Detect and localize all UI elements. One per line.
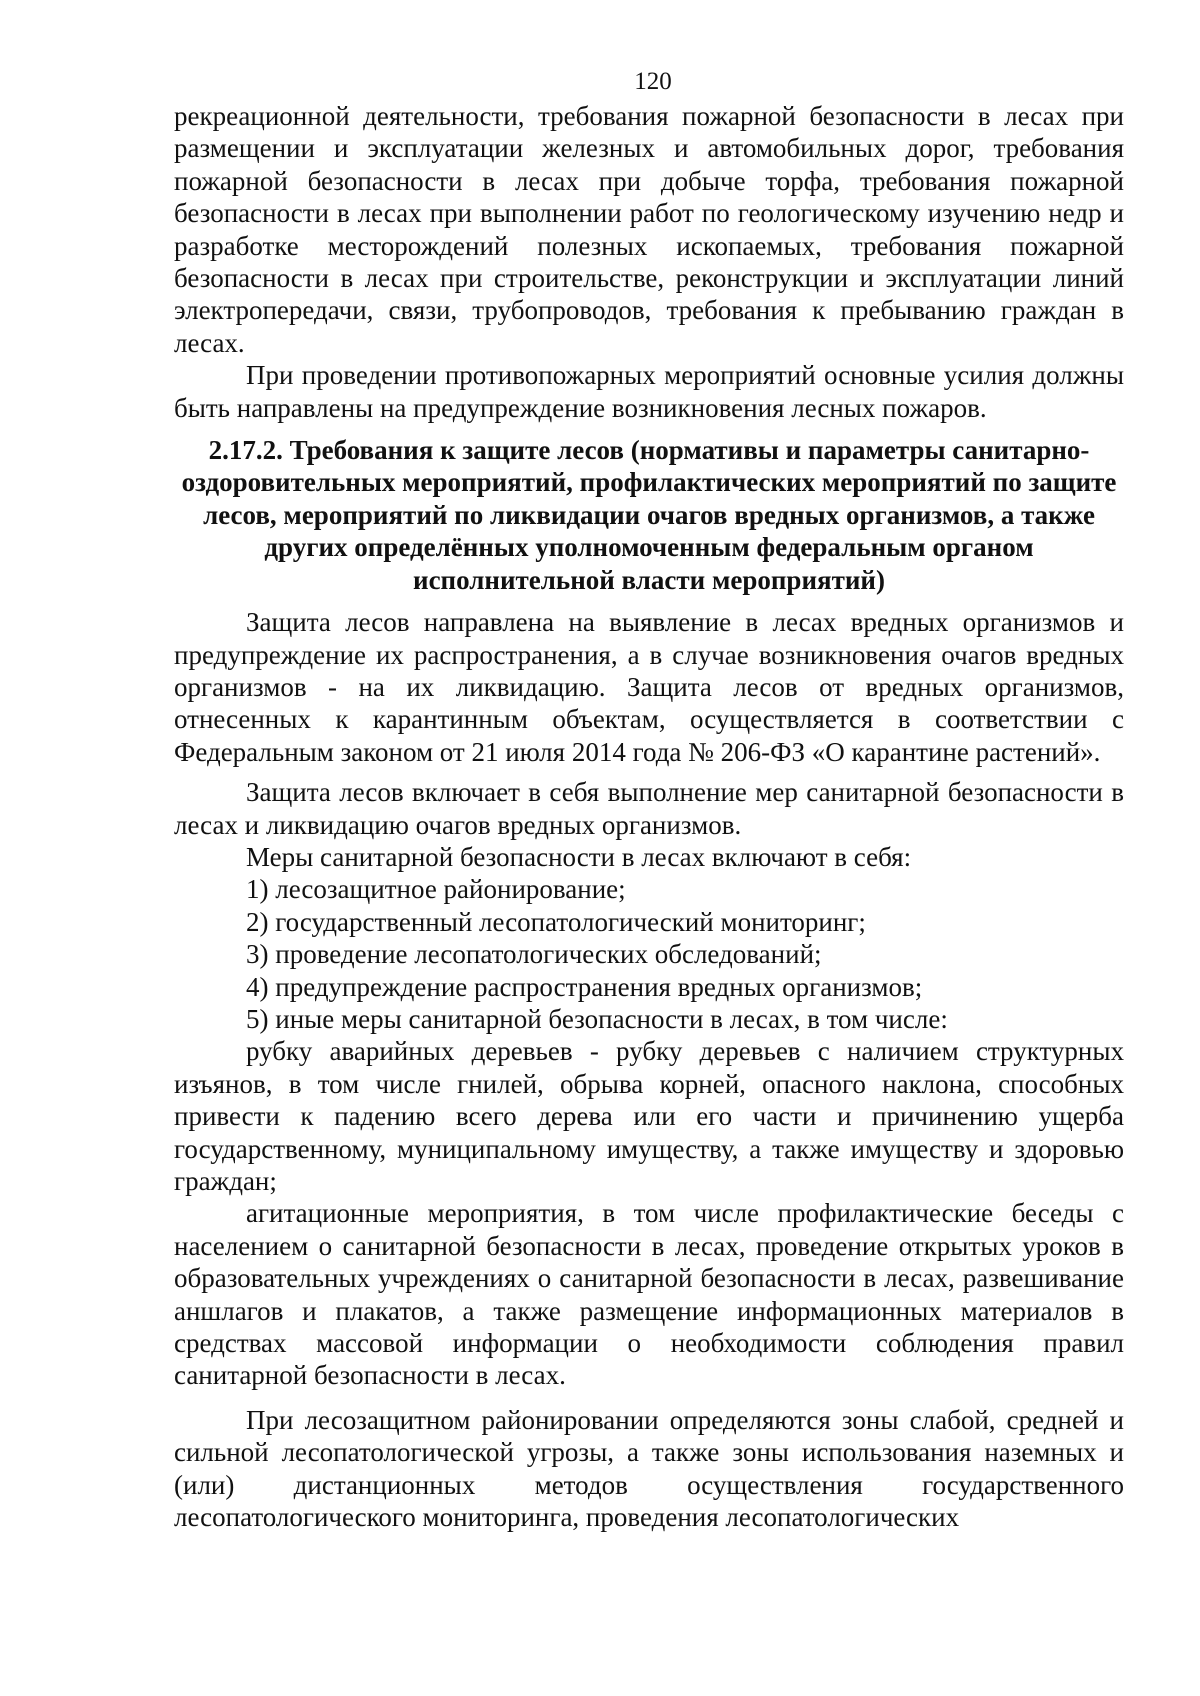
paragraph-awareness-activities: агитационные мероприятия, в том числе профилактические беседы с населением о санитарной безопасности в лесах, проведение открытых уроков в образовательных учреждениях о санитарной безопасности в лесах, развешивание аншлагов и плакатов, а также размещение информационных материалов в средствах массовой информации о необходимости соблюдения правил санитарной безопасности в лесах. <box>174 1198 1124 1391</box>
paragraph-forest-protection-purpose: Защита лесов направлена на выявление в лесах вредных организмов и предупреждение их распространения, а в случае возникновения очагов вредных организмов - на их ликвидацию. Защита лесов от вредных организмов, отнесенных к карантинным объектам, осуществляется в соответствии с Федеральным законом от 21 июля 2014 года № 206-ФЗ «О карантине растений». <box>174 607 1124 767</box>
paragraph-fire-safety-requirements: рекреационной деятельности, требования пожарной безопасности в лесах при размещении и эксплуатации железных и автомобильных дорог, требования пожарной безопасности в лесах при добыче торфа, требования пожарной безопасности в лесах при выполнении работ по геологическому изучению недр и разработке месторождений полезных ископаемых, требования пожарной безопасности в лесах при строительстве, реконструкции и эксплуатации линий электропередачи, связи, трубопроводов, требования к пребыванию граждан в лесах. <box>174 101 1124 358</box>
paragraph-emergency-tree-felling: рубку аварийных деревьев - рубку деревьев с наличием структурных изъянов, в том числе гнилей, обрыва корней, опасного наклона, способных привести к падению всего дерева или его части и причинению ущерба государственному, муниципальному имуществу, а также имуществу и здоровью граждан; <box>174 1036 1124 1196</box>
paragraph-zoning: При лесозащитном районировании определяются зоны слабой, средней и сильной лесопатологической угрозы, а также зоны использования наземных и (или) дистанционных методов осуществления государственного лесопатологического мониторинга, проведения лесопатологических <box>174 1404 1124 1533</box>
list-item: 5) иные меры санитарной безопасности в лесах, в том числе: <box>246 1003 948 1034</box>
page-number: 120 <box>634 68 672 95</box>
paragraph-sanitary-measures-intro: Меры санитарной безопасности в лесах включают в себя: <box>246 841 912 872</box>
list-item: 3) проведение лесопатологических обследований; <box>246 939 822 970</box>
document-page <box>174 66 1124 1533</box>
list-item: 1) лесозащитное районирование; <box>246 874 626 905</box>
paragraph-fire-prevention-efforts: При проведении противопожарных мероприятий основные усилия должны быть направлены на предупреждение возникновения лесных пожаров. <box>174 360 1124 423</box>
section-heading: 2.17.2. Требования к защите лесов (нормативы и параметры санитарно-оздоровительных мероприятий, профилактических мероприятий по защите лесов, мероприятий по ликвидации очагов вредных организмов, а также других определённых уполномоченным федеральным органом исполнительной власти мероприятий) <box>181 435 1117 595</box>
paragraph-forest-protection-includes: Защита лесов включает в себя выполнение мер санитарной безопасности в лесах и ликвидацию очагов вредных организмов. <box>174 777 1124 840</box>
sanitary-measures-list <box>174 873 1124 1035</box>
list-item: 4) предупреждение распространения вредных организмов; <box>246 971 923 1002</box>
list-item: 2) государственный лесопатологический мониторинг; <box>246 906 866 937</box>
